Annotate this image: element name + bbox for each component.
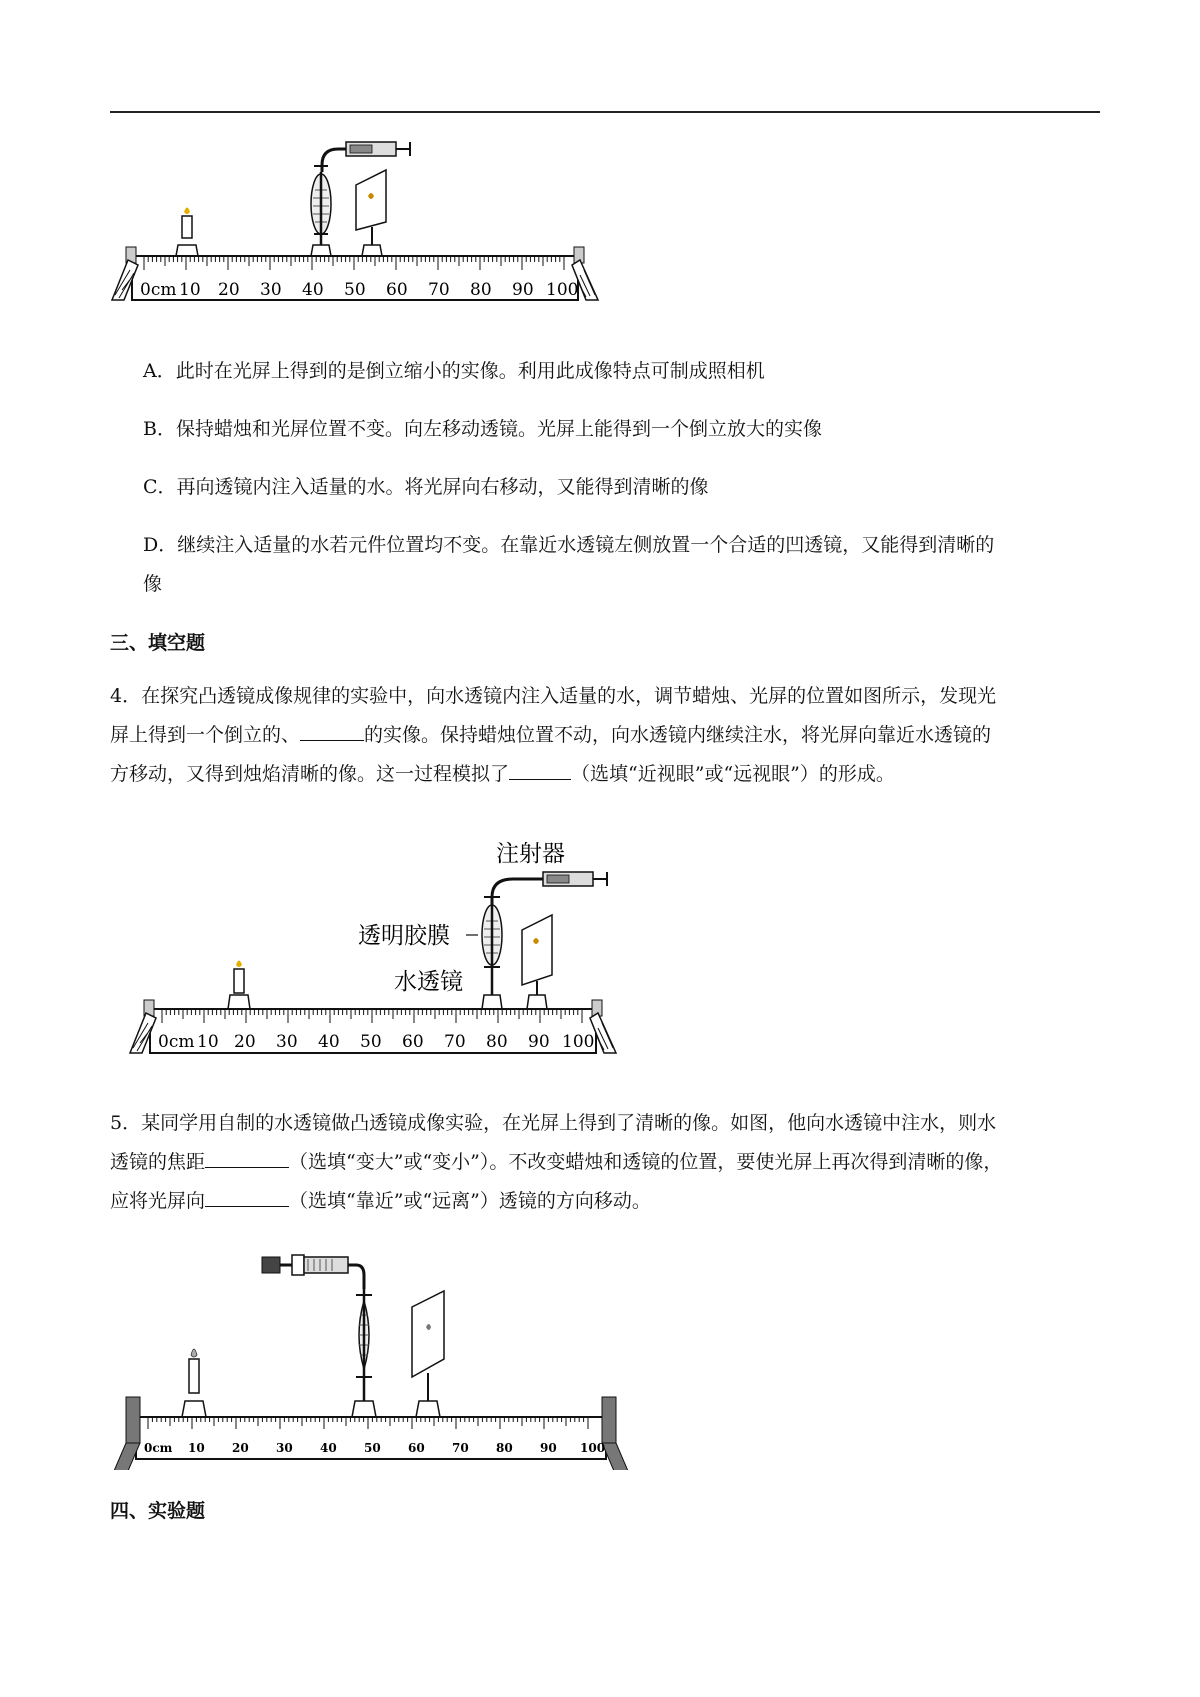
tick-label-60: 60 <box>402 1032 424 1052</box>
candle-icon <box>182 1349 206 1417</box>
water-lens-icon <box>352 1289 376 1417</box>
candle-icon <box>176 208 198 257</box>
q4-line-2 <box>110 721 991 749</box>
syringe-icon <box>322 142 410 172</box>
tick-label-60: 60 <box>408 1441 425 1455</box>
option-a: A．此时在光屏上得到的是倒立缩小的实像。利用此成像特点可制成照相机 <box>143 360 765 382</box>
option-d-line-1: D．继续注入适量的水若元件位置均不变。在靠近水透镜左侧放置一个合适的凹透镜，又能得到清晰的 <box>143 534 995 556</box>
q4-line-2-a: 屏上得到一个倒立的、 <box>110 724 301 746</box>
screen-icon <box>522 915 552 1009</box>
label-membrane: 透明胶膜 <box>358 923 450 949</box>
label-water-lens: 水透镜 <box>394 969 463 995</box>
tick-label-100: 100 <box>546 280 579 300</box>
section-4-title: 四、实验题 <box>110 1500 206 1522</box>
tick-label-30: 30 <box>260 280 282 300</box>
tick-label-50: 50 <box>364 1441 381 1455</box>
q5-line-2-b: （选填“变大”或“变小”）。不改变蜡烛和透镜的位置，要使光屏上再次得到清晰的像， <box>289 1151 1003 1173</box>
water-lens-icon <box>311 166 331 256</box>
q4-blank-1[interactable] <box>300 722 364 741</box>
tick-label-90: 90 <box>540 1441 557 1455</box>
label-syringe: 注射器 <box>496 841 565 867</box>
tick-label-10: 10 <box>197 1032 219 1052</box>
q5-line-3 <box>110 1187 651 1215</box>
q4-blank-2[interactable] <box>509 761 571 780</box>
tick-label-80: 80 <box>496 1441 513 1455</box>
tick-label-10: 10 <box>188 1441 205 1455</box>
tick-label-10: 10 <box>179 280 201 300</box>
tick-label-40: 40 <box>320 1441 337 1455</box>
tick-label-50: 50 <box>344 280 366 300</box>
tick-label-0: 0cm <box>144 1441 173 1455</box>
q5-line-3-a: 应将光屏向 <box>110 1190 206 1212</box>
tick-label-70: 70 <box>444 1032 466 1052</box>
figure-2-optical-bench <box>128 835 688 1057</box>
option-b: B．保持蜡烛和光屏位置不变。向左移动透镜。光屏上能得到一个倒立放大的实像 <box>143 418 822 440</box>
q4-line-2-b: 的实像。保持蜡烛位置不动，向水透镜内继续注水，将光屏向靠近水透镜的 <box>364 724 992 746</box>
tick-label-0: 0cm <box>140 280 177 300</box>
tick-label-30: 30 <box>276 1032 298 1052</box>
q4-line-3-b: （选填“近视眼”或“远视眼”）的形成。 <box>571 763 895 785</box>
figure-1-optical-bench <box>110 130 670 330</box>
q4-line-3 <box>110 760 895 788</box>
tick-label-20: 20 <box>218 280 240 300</box>
tick-label-70: 70 <box>452 1441 469 1455</box>
option-c: C．再向透镜内注入适量的水。将光屏向右移动，又能得到清晰的像 <box>143 476 709 498</box>
q5-line-3-b: （选填“靠近”或“远离”）透镜的方向移动。 <box>289 1190 651 1212</box>
tick-label-60: 60 <box>386 280 408 300</box>
q4-line-1: 4．在探究凸透镜成像规律的实验中，向水透镜内注入适量的水，调节蜡烛、光屏的位置如图所示，发现光 <box>110 685 997 707</box>
tick-label-80: 80 <box>470 280 492 300</box>
syringe-icon <box>492 872 607 905</box>
q5-blank-1[interactable] <box>205 1149 289 1168</box>
tick-label-100: 100 <box>580 1441 606 1455</box>
q5-line-2 <box>110 1148 1002 1176</box>
section-3-title: 三、填空题 <box>110 632 206 654</box>
q5-line-1: 5．某同学用自制的水透镜做凸透镜成像实验，在光屏上得到了清晰的像。如图，他向水透镜中注水，则水 <box>110 1112 997 1134</box>
tick-label-20: 20 <box>234 1032 256 1052</box>
tick-label-80: 80 <box>486 1032 508 1052</box>
tick-label-90: 90 <box>528 1032 550 1052</box>
header-rule <box>110 111 1100 113</box>
tick-label-40: 40 <box>302 280 324 300</box>
tick-label-0: 0cm <box>158 1032 195 1052</box>
syringe-icon <box>262 1255 364 1289</box>
option-d-line-2: 像 <box>143 573 163 595</box>
tick-label-70: 70 <box>428 280 450 300</box>
screen-icon <box>412 1291 444 1417</box>
q5-line-2-a: 透镜的焦距 <box>110 1151 206 1173</box>
tick-label-30: 30 <box>276 1441 293 1455</box>
figure-3-optical-bench <box>108 1245 708 1470</box>
q5-blank-2[interactable] <box>205 1188 289 1207</box>
q4-line-3-a: 方移动，又得到烛焰清晰的像。这一过程模拟了 <box>110 763 510 785</box>
screen-icon <box>356 170 386 256</box>
water-lens-icon <box>482 897 502 1009</box>
tick-label-100: 100 <box>562 1032 595 1052</box>
candle-icon <box>228 961 250 1010</box>
tick-label-90: 90 <box>512 280 534 300</box>
tick-label-20: 20 <box>232 1441 249 1455</box>
tick-label-50: 50 <box>360 1032 382 1052</box>
tick-label-40: 40 <box>318 1032 340 1052</box>
